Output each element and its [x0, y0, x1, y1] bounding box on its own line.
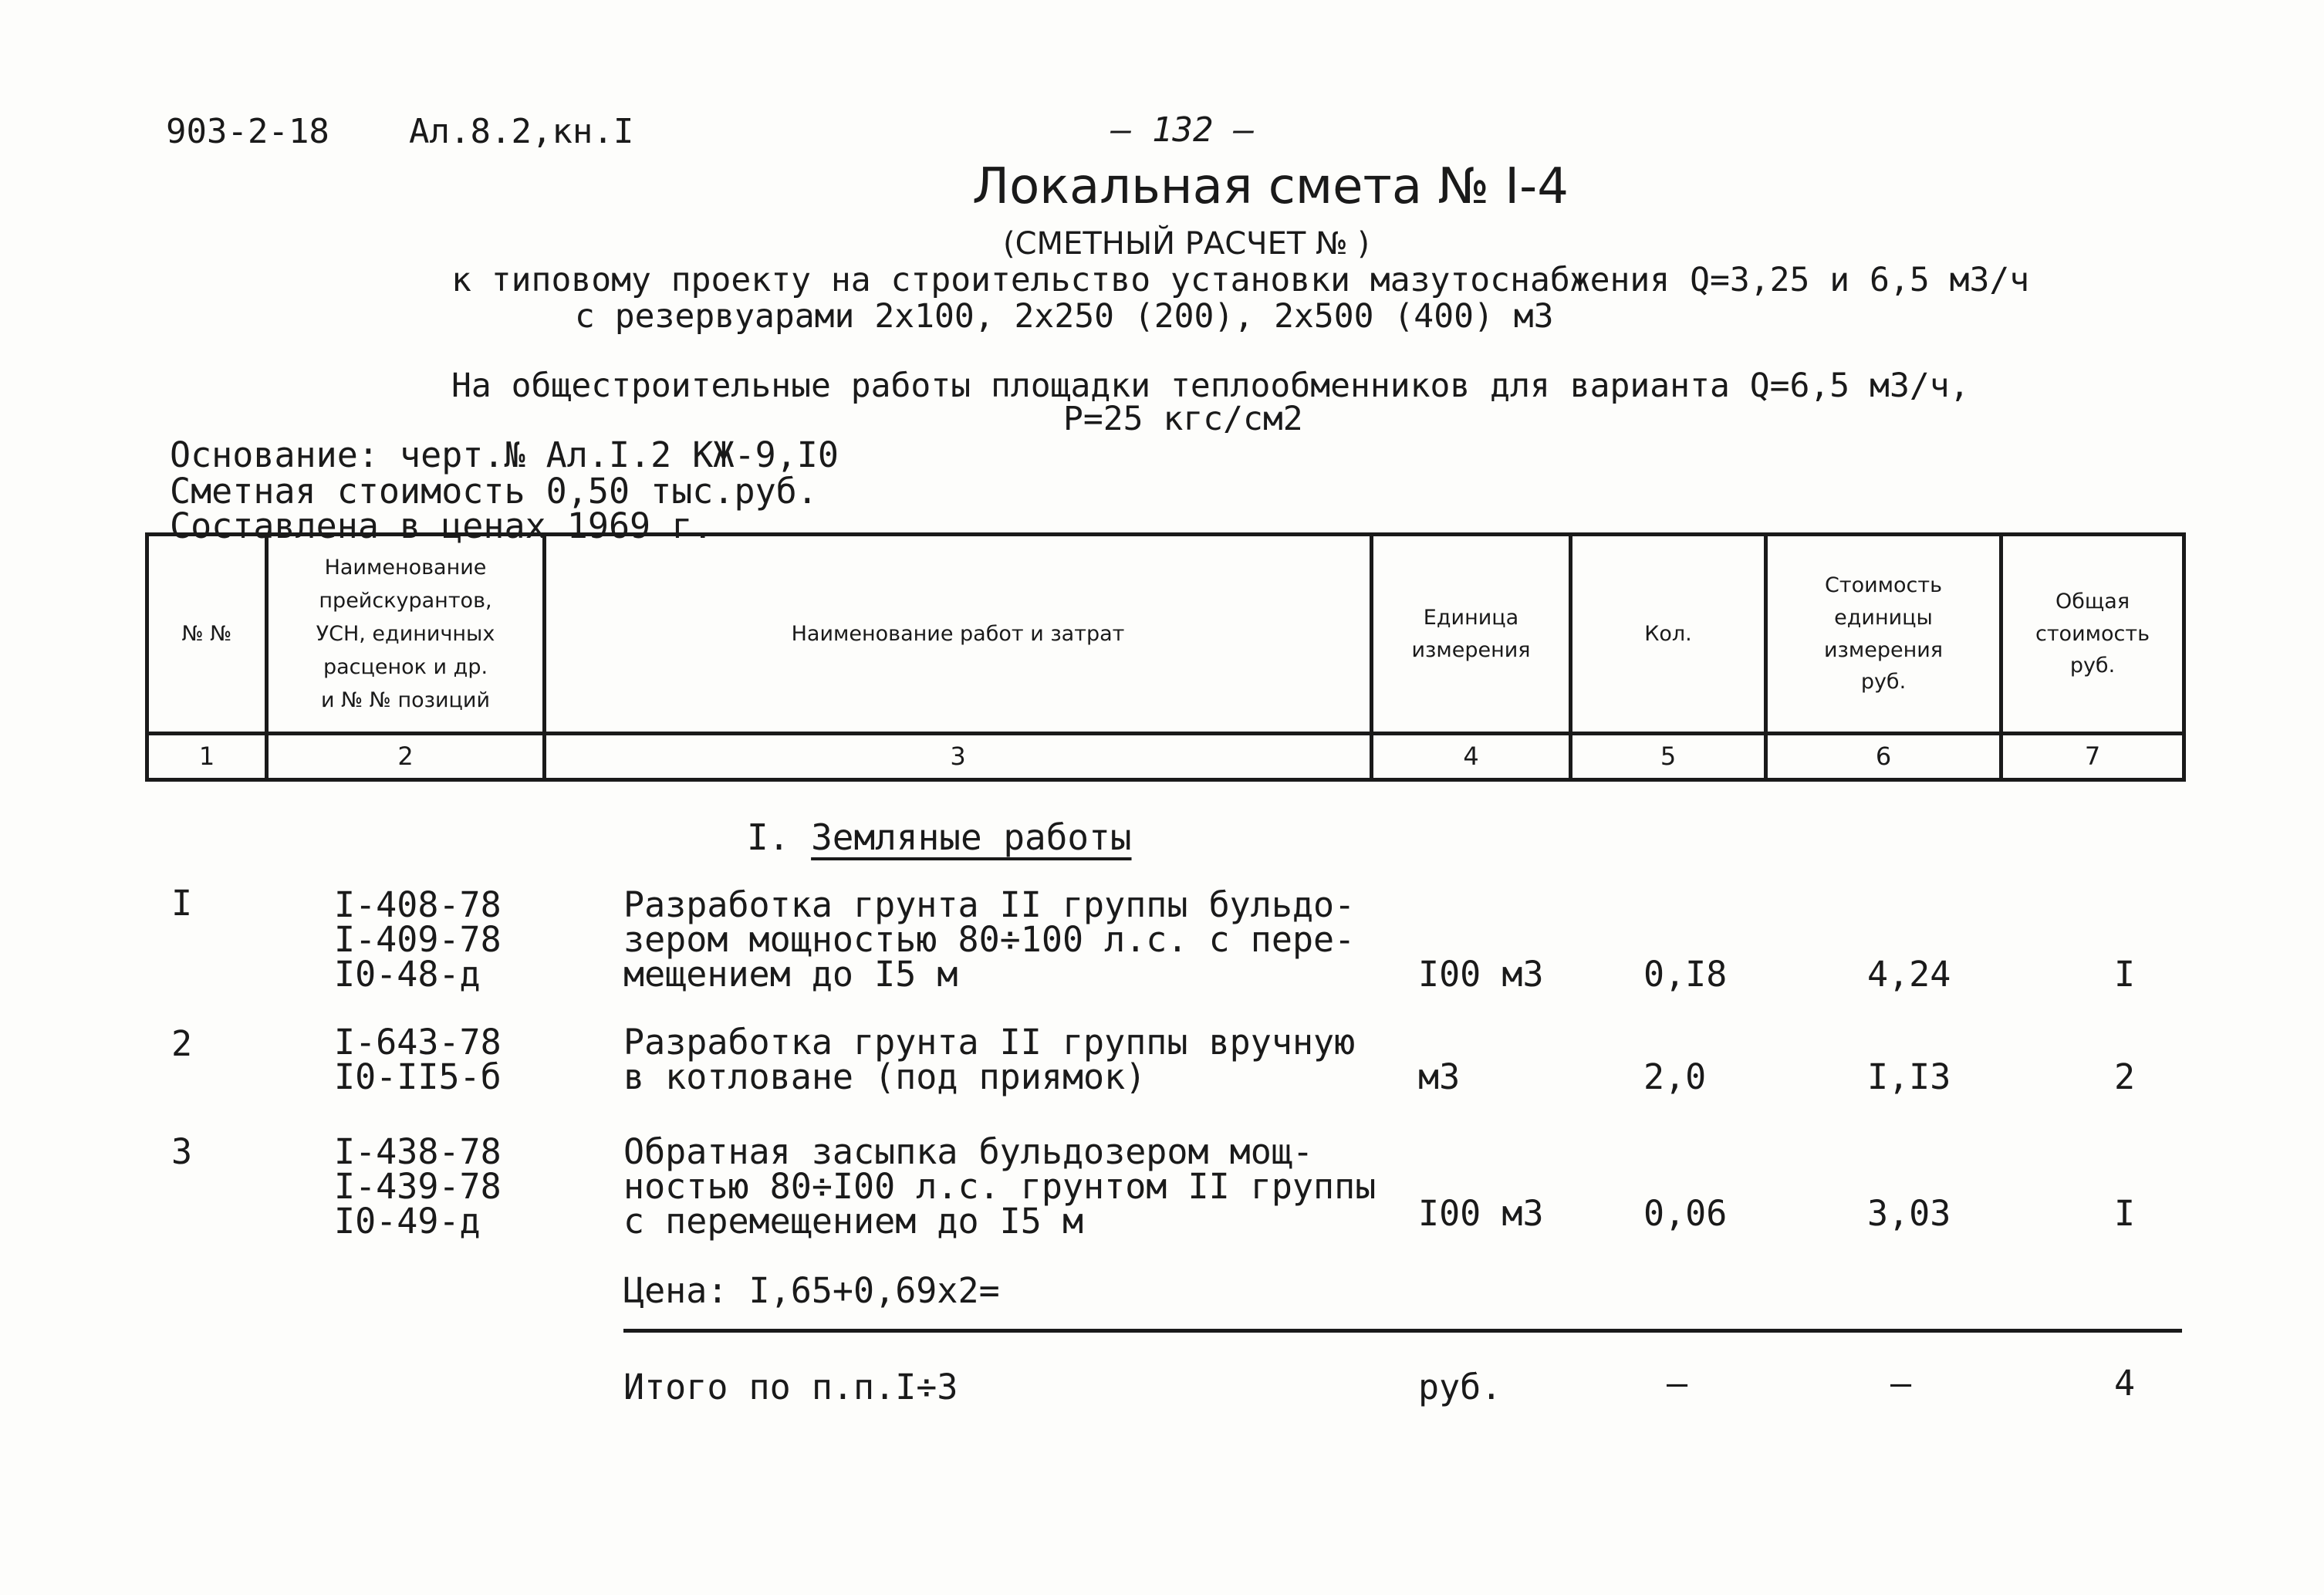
col-number-7: 7: [2001, 734, 2184, 780]
row-description: с перемещением до I5 м: [623, 1201, 1084, 1242]
summary-quantity: –: [1667, 1363, 1688, 1404]
row-quantity: 2,0: [1643, 1056, 1707, 1097]
project-code: 903-2-18: [166, 112, 329, 151]
section-title: Земляные работы: [811, 816, 1132, 858]
works-description-line-2: P=25 кгс/см2: [1063, 400, 1303, 438]
row-code: I-408-78: [334, 884, 502, 925]
row-unit: I00 м3: [1418, 1193, 1544, 1234]
row-code: I-643-78: [334, 1022, 502, 1063]
row-description: ностью 80÷I00 л.с. грунтом II группы: [623, 1166, 1376, 1207]
row-quantity: 0,06: [1643, 1193, 1728, 1234]
row-description: в котловане (под приямок): [623, 1056, 1147, 1097]
project-description-line-2: с резервуарами 2х100, 2х250 (200), 2х500 (400) м3: [575, 297, 1554, 336]
row-description: зером мощностью 80÷100 л.с. с пере-: [623, 919, 1356, 960]
row-description: мещением до I5 м: [623, 954, 958, 995]
row-code: I0-49-д: [334, 1201, 481, 1242]
col-header-unit-cost: Стоимость единицы измерения руб.: [1766, 535, 2001, 734]
row-number: 3: [171, 1131, 193, 1172]
row-code: I-439-78: [334, 1166, 502, 1207]
basis-line: Основание: черт.№ Ал.I.2 КЖ-9,I0: [170, 434, 839, 475]
total-divider: [623, 1329, 2182, 1333]
row-code: I0-48-д: [334, 954, 481, 995]
col-header-work-name: Наименование работ и затрат: [545, 535, 1372, 734]
works-description-line-1: На общестроительные работы площадки теплообменников для варианта Q=6,5 м3/ч,: [451, 367, 1970, 405]
row-description: Обратная засыпка бульдозером мощ-: [623, 1131, 1314, 1172]
row-description: Разработка грунта II группы бульдо-: [623, 884, 1356, 925]
row-number: 2: [171, 1023, 193, 1064]
summary-total: 4: [2114, 1363, 2136, 1404]
summary-label: Итого по п.п.I÷3: [623, 1367, 958, 1407]
row-number: I: [171, 883, 193, 924]
col-number-5: 5: [1571, 734, 1766, 780]
row-unit: м3: [1418, 1056, 1461, 1097]
album-reference: Ал.8.2,кн.I: [409, 112, 634, 151]
row-total: I: [2114, 954, 2136, 995]
col-header-unit: Единица измерения: [1372, 535, 1571, 734]
section-number: I.: [747, 816, 790, 858]
row-description: Разработка грунта II группы вручную: [623, 1022, 1356, 1063]
row-unit-price: I,I3: [1867, 1056, 1951, 1097]
summary-unit-price: –: [1890, 1363, 1912, 1404]
section-heading: [747, 816, 1132, 858]
row-unit-price: 4,24: [1867, 954, 1951, 995]
row-unit: I00 м3: [1418, 954, 1544, 995]
row-quantity: 0,I8: [1643, 954, 1728, 995]
col-header-quantity: Кол.: [1571, 535, 1766, 734]
row-code: I0-II5-б: [334, 1056, 502, 1097]
row-code: I-409-78: [334, 919, 502, 960]
row-unit-price: 3,03: [1867, 1193, 1951, 1234]
col-header-number: № №: [147, 535, 267, 734]
document-subtitle: (СМЕТНЫЙ РАСЧЕТ № ): [1003, 226, 1370, 262]
document-title: Локальная смета № I-4: [972, 158, 1569, 215]
row-total: I: [2114, 1193, 2136, 1234]
estimated-cost-line: Сметная стоимость 0,50 тыс.руб.: [170, 471, 818, 512]
price-note: Цена: I,65+0,69х2=: [623, 1270, 1000, 1311]
col-number-2: 2: [267, 734, 545, 780]
col-number-6: 6: [1766, 734, 2001, 780]
summary-unit: руб.: [1418, 1367, 1502, 1407]
estimate-table-header: [145, 532, 2186, 782]
row-total: 2: [2114, 1056, 2136, 1097]
col-number-3: 3: [545, 734, 1372, 780]
project-description-line-1: к типовому проекту на строительство установки мазутоснабжения Q=3,25 и 6,5 м3/ч: [451, 261, 2030, 299]
row-code: I-438-78: [334, 1131, 502, 1172]
col-header-total-cost: Общая стоимость руб.: [2001, 535, 2184, 734]
col-number-1: 1: [147, 734, 267, 780]
compiled-prices-line: Составлена в ценах 1969 г.: [170, 505, 714, 546]
page-number: — 132 —: [1111, 110, 1255, 150]
col-number-4: 4: [1372, 734, 1571, 780]
col-header-price-reference: Наименование прейскурантов, УСН, единичных расценок и др. и № № позиций: [267, 535, 545, 734]
